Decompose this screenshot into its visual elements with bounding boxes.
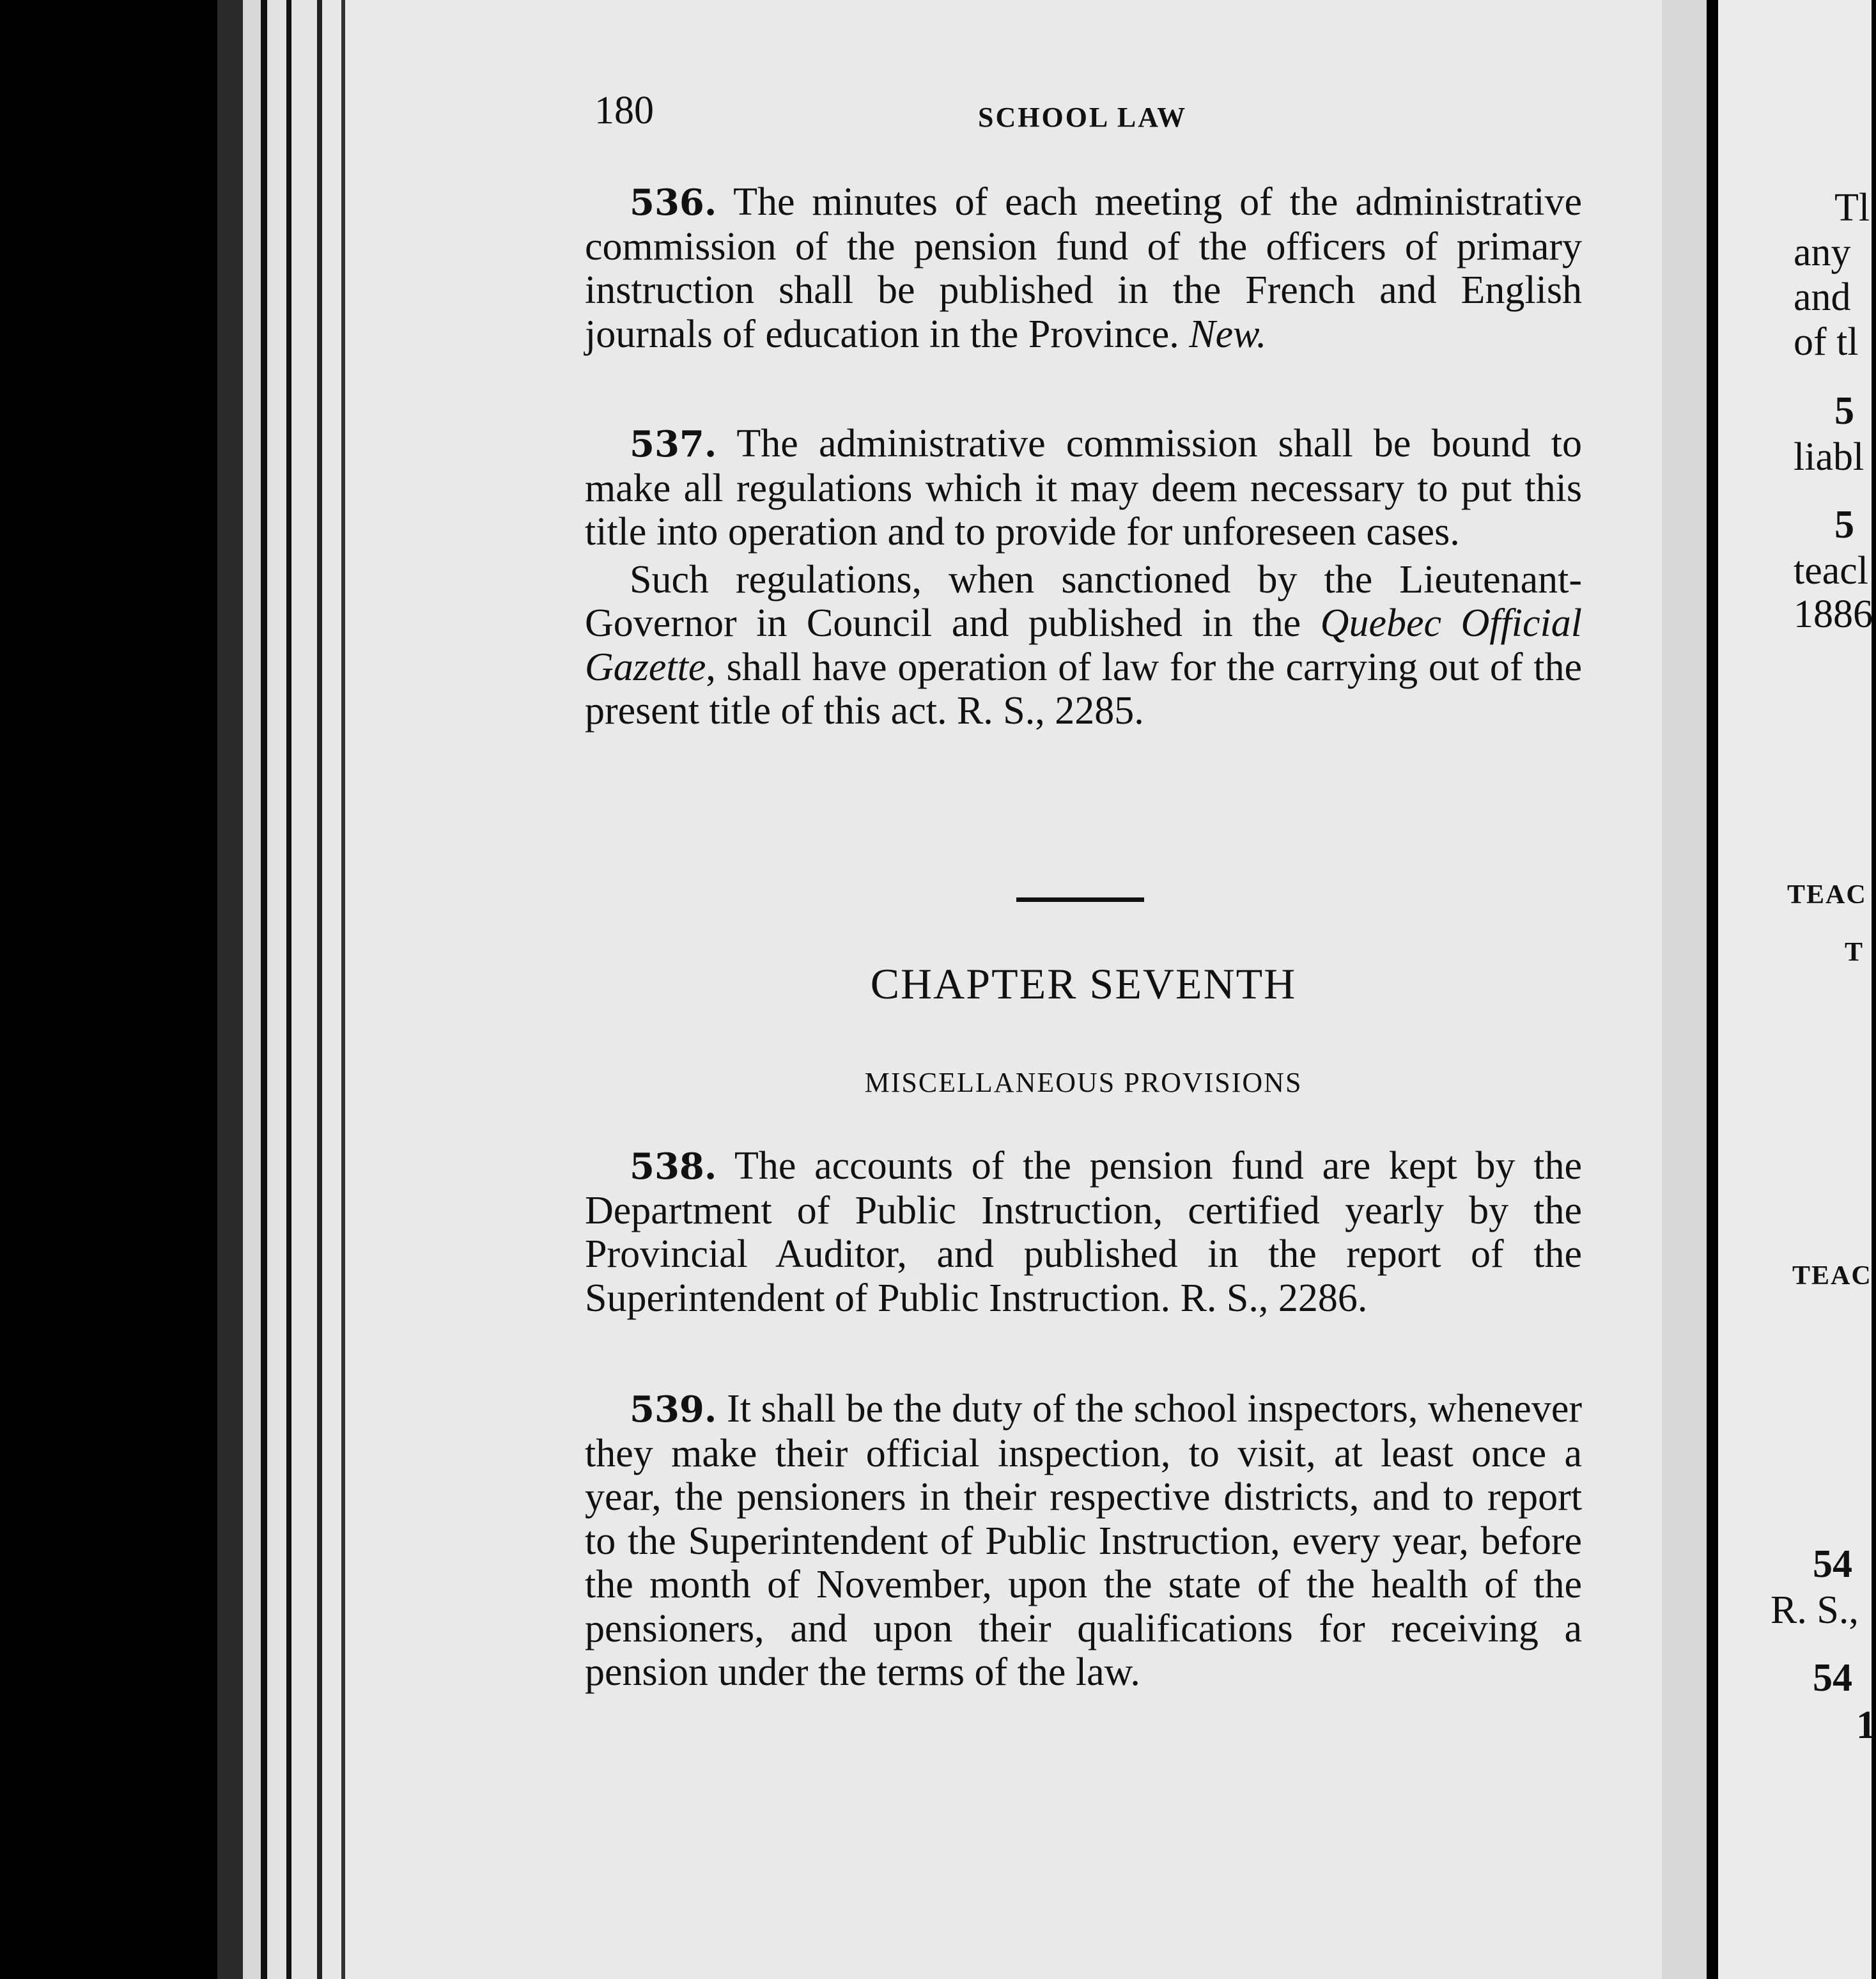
section-539 xyxy=(585,1387,1582,1695)
next-page-fragment: T xyxy=(1845,938,1864,967)
section-title: MISCELLANEOUS PROVISIONS xyxy=(864,1067,1303,1098)
section-number: 537. xyxy=(630,423,717,465)
running-title: SCHOOL LAW xyxy=(978,102,1188,133)
gazette-title: Quebec Official Gazette xyxy=(585,601,1582,689)
next-page-fragment: Tl xyxy=(1834,186,1870,229)
section-number: 539. xyxy=(630,1388,717,1431)
next-page-fragment: 5 xyxy=(1834,389,1854,433)
page-separator xyxy=(1707,0,1718,1979)
section-text: It shall be the duty of the school inspectors, whenever they make their official inspection, to visit, at least once a year, the pensioners in their respective districts, and to report to the Superintendent of Public Instruction, every year, before the month of November, upon the state of the health of the pensioners, and upon their qualifications for receiving a pension under the terms of the law. xyxy=(585,1387,1582,1694)
next-page-fragment: TEAC xyxy=(1792,1261,1872,1291)
page-edge-strip xyxy=(317,0,322,1979)
section-text: The accounts of the pension fund are kept by the Department of Public Instruction, certified yearly by the Provincial Auditor, and published in the report of the Superintendent of Public Instruction. R. S., 2286. xyxy=(585,1144,1582,1320)
next-page xyxy=(1718,0,1876,1979)
section-537 xyxy=(585,422,1582,733)
next-page-fragment: liabl xyxy=(1794,435,1864,479)
section-text: , shall have operation of law for the carrying out of the present title of this act. R. S., 2285. xyxy=(585,645,1582,733)
section-text: Such regulations, when sanctioned by the Lieutenant-Governor in Council and published in the xyxy=(585,557,1582,645)
paragraph xyxy=(585,558,1582,733)
page-edge-strip xyxy=(291,0,317,1979)
page-edge-strip xyxy=(267,0,286,1979)
page-edge-strip xyxy=(261,0,267,1979)
section-text: The administrative commission shall be bound to make all regulations which it may deem necessary to put this title into operation and to provide for unforeseen cases. xyxy=(585,422,1582,554)
paragraph xyxy=(585,1144,1582,1320)
paragraph xyxy=(585,1387,1582,1695)
section-note: New. xyxy=(1189,312,1267,356)
paragraph xyxy=(585,180,1582,356)
page-edge-strip xyxy=(286,0,291,1979)
section-text: The minutes of each meeting of the administrative commission of the pension fund of the officers of primary instruction shall be published in the French and English journals of education in the Province. xyxy=(585,180,1582,356)
page-edge-strip xyxy=(217,0,243,1979)
next-page-fragment: 54 xyxy=(1813,1542,1852,1586)
next-page-fragment: R. S., xyxy=(1771,1588,1859,1632)
section-number: 538. xyxy=(630,1145,717,1188)
paragraph xyxy=(585,422,1582,554)
chapter-title: CHAPTER SEVENTH xyxy=(870,959,1297,1008)
next-page-fragment: of tl xyxy=(1794,320,1859,364)
next-page-fragment: 1 xyxy=(1856,1703,1876,1747)
next-page-fragment: 1886 xyxy=(1794,593,1873,636)
page-gutter xyxy=(1662,0,1707,1979)
page-number: 180 xyxy=(594,89,654,132)
next-page-fragment: 5 xyxy=(1834,503,1854,547)
section-536 xyxy=(585,180,1582,356)
next-page-fragment: and xyxy=(1794,276,1851,319)
page-edge-strip xyxy=(243,0,261,1979)
next-page-fragment: teacl xyxy=(1794,549,1869,593)
running-head xyxy=(594,88,1592,139)
next-page-fragment: TEAC xyxy=(1787,880,1867,910)
divider-rule xyxy=(1016,897,1144,902)
section-number: 536. xyxy=(630,182,717,224)
next-page-fragment: 54 xyxy=(1813,1656,1852,1700)
next-page-fragment: any xyxy=(1794,231,1851,274)
page-edge-strip xyxy=(322,0,341,1979)
section-538 xyxy=(585,1144,1582,1320)
